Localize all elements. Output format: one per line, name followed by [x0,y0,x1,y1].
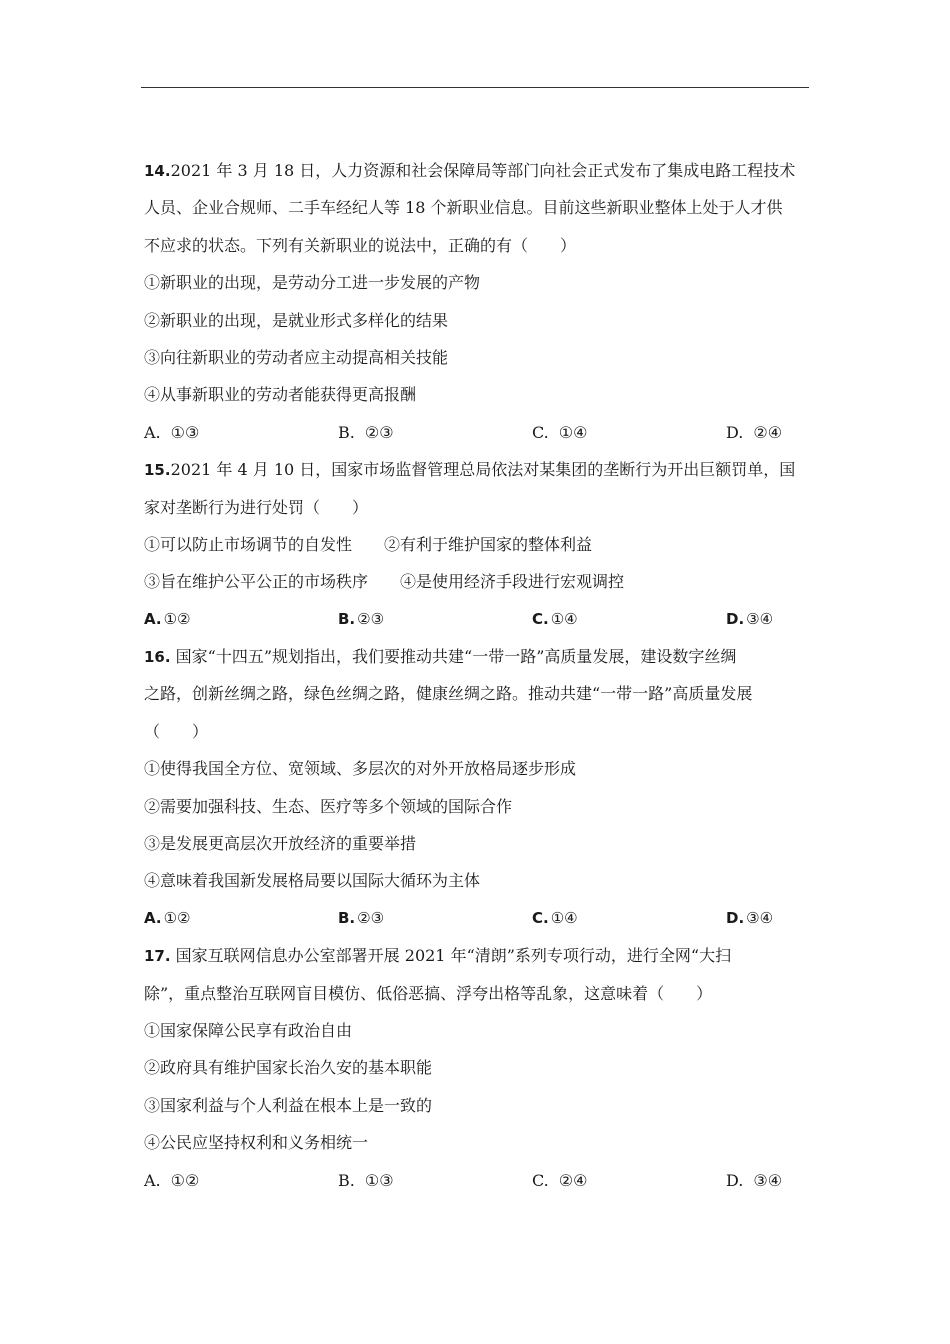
question-stem: 除”，重点整治互联网盲目模仿、低俗恶搞、浮夸出格等乱象，这意味着（ ） [144,983,713,1003]
option-c[interactable]: C. ②④ [532,1170,588,1190]
option-c[interactable]: C. ①④ [532,609,578,628]
statement: ③向往新职业的劳动者应主动提高相关技能 [144,347,449,367]
question-15 [144,451,808,638]
statement: ②需要加强科技、生态、医疗等多个领域的国际合作 [144,796,513,816]
exam-page [144,152,808,1199]
question-number: 16. [144,648,171,667]
statement: ①新职业的出现，是劳动分工进一步发展的产物 [144,273,481,293]
option-d[interactable]: D. ③④ [726,908,774,927]
answer-options [144,900,808,937]
question-14 [144,152,808,451]
statement: ③是发展更高层次开放经济的重要举措 [144,834,417,854]
statement: ④公民应坚持权利和义务相统一 [144,1133,369,1153]
statement: ③国家利益与个人利益在根本上是一致的 [144,1095,433,1115]
option-b[interactable]: B. ②③ [338,609,385,628]
statement: ④意味着我国新发展格局要以国际大循环为主体 [144,871,481,891]
option-b[interactable]: B. ②③ [338,908,385,927]
question-number: 15. [144,461,171,480]
question-stem: 人员、企业合规师、二手车经纪人等 18 个新职业信息。目前这些新职业整体上处于人才供 [144,198,783,218]
question-stem: 15.2021 年 4 月 10 日，国家市场监督管理总局依法对某集团的垄断行为开出巨额罚单，国 [144,460,796,480]
option-a[interactable]: A. ①② [144,908,191,927]
statement-pair [144,563,808,600]
question-stem: 家对垄断行为进行处罚（ ） [144,497,369,517]
option-b[interactable]: B. ②③ [338,422,394,442]
option-a[interactable]: A. ①② [144,1170,200,1190]
answer-options [144,1162,808,1199]
question-16 [144,638,808,937]
question-stem: 之路，创新丝绸之路，绿色丝绸之路，健康丝绸之路。推动共建“一带一路”高质量发展 [144,684,753,704]
statement-pair [144,526,808,563]
option-a[interactable]: A. ①② [144,609,191,628]
answer-options [144,414,808,451]
question-stem: 14.2021 年 3 月 18 日，人力资源和社会保障局等部门向社会正式发布了集成电路工程技术 [144,161,796,180]
statement: ④从事新职业的劳动者能获得更高报酬 [144,385,417,405]
option-c[interactable]: C. ①④ [532,908,578,927]
statement: ①使得我国全方位、宽领域、多层次的对外开放格局逐步形成 [144,759,577,779]
question-stem: 17. 国家互联网信息办公室部署开展 2021 年“清朗”系列专项行动，进行全网“大扫 [144,946,732,966]
statement: ②政府具有维护国家长治久安的基本职能 [144,1058,433,1078]
statement: ①可以防止市场调节的自发性 [144,534,353,554]
statement: ②有利于维护国家的整体利益 [384,534,593,554]
question-stem: （ ） [144,721,209,741]
option-d[interactable]: D. ②④ [726,422,783,442]
option-a[interactable]: A. ①③ [144,422,200,442]
statement: ④是使用经济手段进行宏观调控 [400,572,625,592]
statement: ③旨在维护公平公正的市场秩序 [144,572,369,592]
header-rule [141,87,809,88]
question-stem: 16. 国家“十四五”规划指出，我们要推动共建“一带一路”高质量发展，建设数字丝绸 [144,647,737,667]
question-number: 17. [144,947,171,966]
option-c[interactable]: C. ①④ [532,422,588,442]
option-d[interactable]: D. ③④ [726,1170,783,1190]
statement: ②新职业的出现，是就业形式多样化的结果 [144,310,449,330]
option-b[interactable]: B. ①③ [338,1170,394,1190]
question-stem: 不应求的状态。下列有关新职业的说法中，正确的有（ ） [144,235,577,255]
statement: ①国家保障公民享有政治自由 [144,1020,353,1040]
answer-options [144,601,808,638]
option-d[interactable]: D. ③④ [726,609,774,628]
question-number: 14. [144,162,171,180]
question-17 [144,937,808,1199]
